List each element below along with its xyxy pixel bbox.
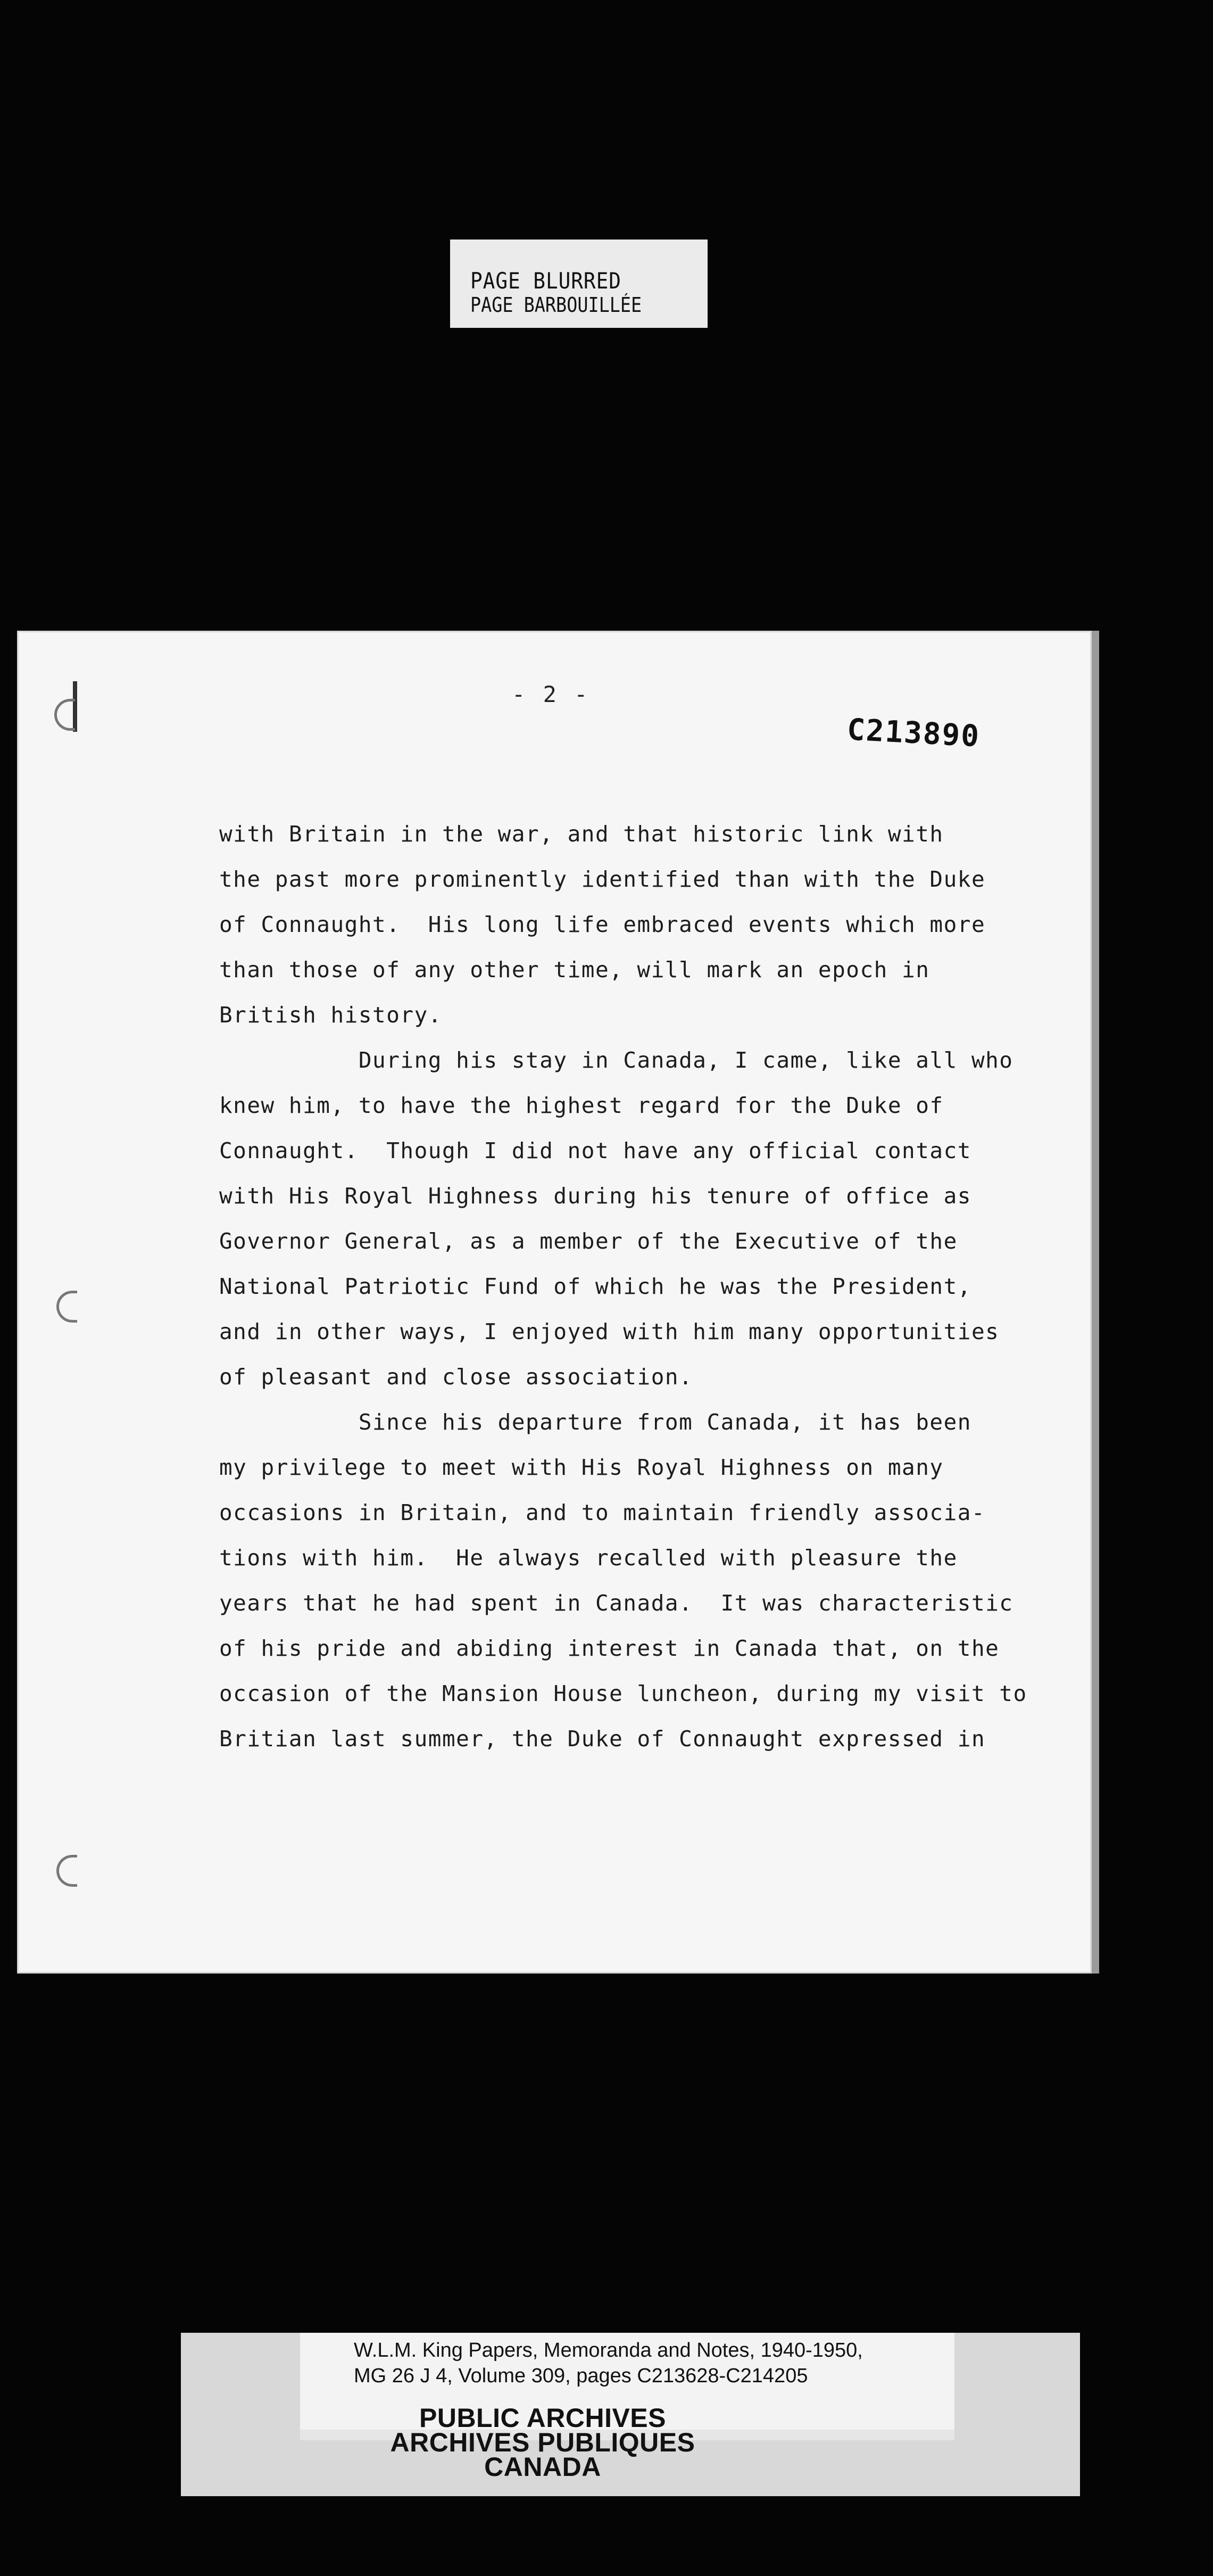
collection-reference xyxy=(170,2338,926,2389)
text-line: Britian last summer, the Duke of Connaught expressed in xyxy=(219,1726,986,1752)
text-line: Connaught. Though I did not have any official contact xyxy=(219,1138,971,1163)
collection-reference-line1: W.L.M. King Papers, Memoranda and Notes, 1940-1950, xyxy=(354,2339,863,2362)
text-line: occasion of the Mansion House luncheon, during my visit to xyxy=(219,1681,1027,1706)
collection-reference-line2: MG 26 J 4, Volume 309, pages C213628-C214205 xyxy=(354,2365,808,2387)
institution-country: CANADA xyxy=(484,2452,601,2482)
text-line: my privilege to meet with His Royal Highness on many xyxy=(219,1455,944,1480)
blurred-label-french: PAGE BARBOUILLÉE xyxy=(470,293,642,317)
punch-hole-bottom xyxy=(56,1855,77,1887)
text-line: Governor General, as a member of the Executive of the xyxy=(219,1228,958,1254)
text-line: occasions in Britain, and to maintain friendly associa- xyxy=(219,1500,986,1525)
text-line: Since his departure from Canada, it has been xyxy=(219,1409,971,1435)
text-line: National Patriotic Fund of which he was the President, xyxy=(219,1274,971,1299)
text-line: of his pride and abiding interest in Canada that, on the xyxy=(219,1636,1000,1661)
text-line: with Britain in the war, and that historic link with xyxy=(219,821,944,847)
typed-body-text xyxy=(219,812,1049,1762)
text-line: of Connaught. His long life embraced events which more xyxy=(219,912,986,937)
text-line: than those of any other time, will mark an epoch in xyxy=(219,957,930,982)
page-number: - 2 - xyxy=(512,681,590,707)
punch-hole-middle xyxy=(56,1291,77,1323)
institution-french: ARCHIVES PUBLIQUES xyxy=(390,2428,695,2457)
institution-english: PUBLIC ARCHIVES xyxy=(419,2403,667,2433)
text-line: with His Royal Highness during his tenure of office as xyxy=(219,1183,971,1209)
text-line: years that he had spent in Canada. It was characteristic xyxy=(219,1590,1013,1616)
text-line: the past more prominently identified than with the Duke xyxy=(219,866,986,892)
blurred-label-english: PAGE BLURRED xyxy=(470,268,621,294)
text-line: of pleasant and close association. xyxy=(219,1364,693,1390)
text-line: British history. xyxy=(219,1002,442,1028)
page-blurred-label xyxy=(450,240,708,328)
institution-name xyxy=(181,2403,1080,2482)
text-line: knew him, to have the highest regard for the Duke of xyxy=(219,1093,944,1118)
punch-hole-top xyxy=(54,699,75,731)
text-line: and in other ways, I enjoyed with him many opportunities xyxy=(219,1319,1000,1344)
document-sheet xyxy=(17,631,1092,1974)
text-line: During his stay in Canada, I came, like all who xyxy=(219,1047,1013,1073)
text-line: tions with him. He always recalled with pleasure the xyxy=(219,1545,958,1571)
document-number-stamp: C213890 xyxy=(846,712,981,754)
